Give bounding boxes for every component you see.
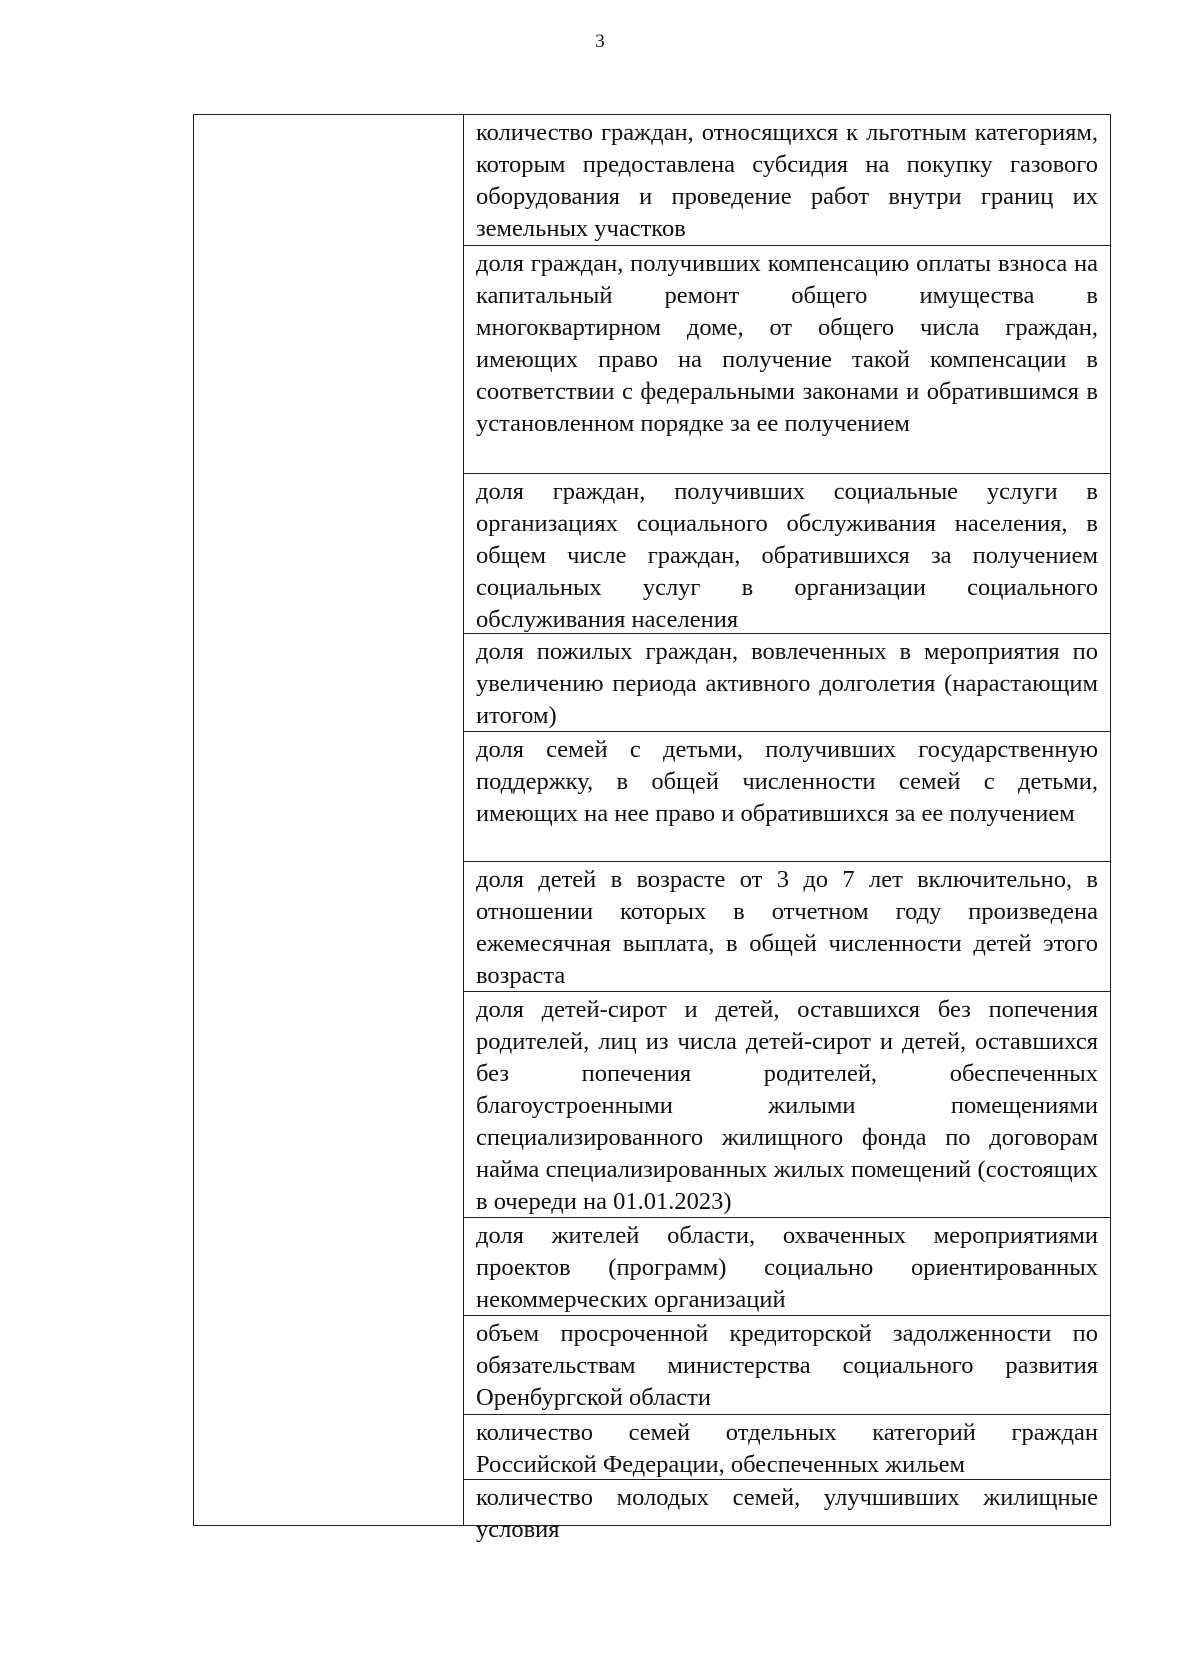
table-row: доля граждан, получивших социальные услуги в организациях социального обслуживания населения, в общем числе граждан, обратившихся за получением социальных услуг в организации социального обслуживания населения (464, 474, 1110, 634)
indicator-table (193, 114, 1111, 1543)
table-row: доля детей в возрасте от 3 до 7 лет включительно, в отношении которых в отчетном году произведена ежемесячная выплата, в общей численности детей этого возраста (464, 862, 1110, 992)
page-number: 3 (595, 31, 605, 52)
table-row: доля жителей области, охваченных мероприятиями проектов (программ) социально ориентированных некоммерческих организаций (464, 1218, 1110, 1316)
empty-left-column (194, 115, 464, 1525)
table-row: доля детей-сирот и детей, оставшихся без попечения родителей, лиц из числа детей-сирот и детей, оставшихся без попечения родителей, обеспеченных благоустроенными жилыми помещениями специализированного жилищного фонда по договорам найма специализированных жилых помещений (состоящих в очереди на 01.01.2023) (464, 992, 1110, 1218)
table-row: количество граждан, относящихся к льготным категориям, которым предоставлена субсидия на покупку газового оборудования и проведение работ внутри границ их земельных участков (464, 115, 1110, 246)
table-row: доля пожилых граждан, вовлеченных в мероприятия по увеличению периода активного долголетия (нарастающим итогом) (464, 634, 1110, 732)
table-row: доля семей с детьми, получивших государственную поддержку, в общей численности семей с детьми, имеющих на нее право и обратившихся за ее получением (464, 732, 1110, 862)
table-row: количество семей отдельных категорий граждан Российской Федерации, обеспеченных жильем (464, 1415, 1110, 1480)
table-row: объем просроченной кредиторской задолженности по обязательствам министерства социального развития Оренбургской области (464, 1316, 1110, 1415)
table-row: количество молодых семей, улучшивших жилищные условия (476, 1484, 1098, 1543)
indicator-list (464, 115, 1110, 1545)
table-row: доля граждан, получивших компенсацию оплаты взноса на капитальный ремонт общего имущества в многоквартирном доме, от общего числа граждан, имеющих право на получение такой компенсации в соответствии с федеральными законами и обратившимся в установленном порядке за ее получением (464, 246, 1110, 474)
